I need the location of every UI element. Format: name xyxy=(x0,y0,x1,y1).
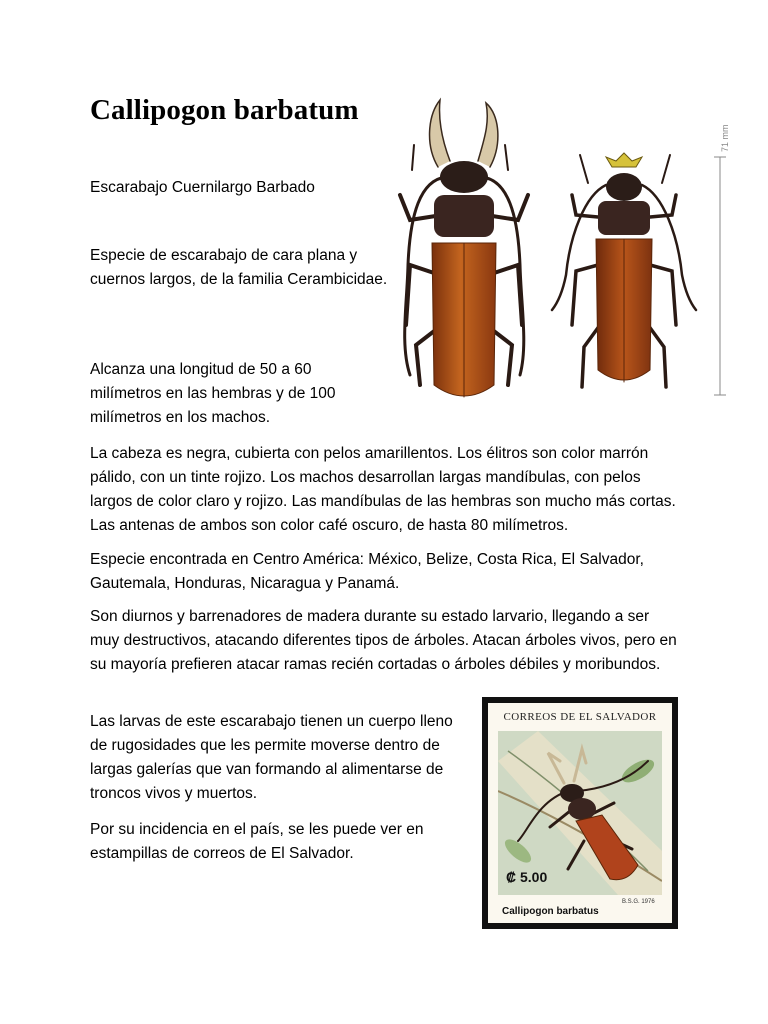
stamp-species-name: Callipogon barbatus xyxy=(502,906,599,917)
scale-bar xyxy=(714,157,726,395)
stamp-face xyxy=(488,703,672,923)
beetle-specimens-photo xyxy=(380,95,750,405)
stamp-header: CORREOS DE EL SALVADOR xyxy=(503,711,657,723)
stamp-value: ₡ 5.00 xyxy=(506,869,548,885)
habits-paragraph: Son diurnos y barrenadores de madera durante su estado larvario, llegando a ser muy destructivos, atacando diferentes tipos de árboles. Atacan árboles vivos, pero en su mayoría prefieren atacar ramas recién cortadas o árboles débiles y moribundos. xyxy=(90,608,677,673)
description-paragraph: Especie de escarabajo de cara plana y cuernos largos, de la familia Cerambicidae. xyxy=(90,247,388,288)
larvae-paragraph: Las larvas de este escarabajo tienen un cuerpo lleno de rugosidades que les permite moverse dentro de largas galerías que van formando al alimentarse de troncos vivos y muertos. xyxy=(90,713,453,802)
appearance-paragraph: La cabeza es negra, cubierta con pelos amarillentos. Los élitros son color marrón pálido, con un tinte rojizo. Los machos desarrollan largas mandíbulas, con pelos largos de color claro y rojizo. Las mandíbulas de las hembras son mucho más cortas. Las antenas de ambos son color café oscuro, de hasta 80 milímetros. xyxy=(90,445,676,534)
stamps-note-paragraph: Por su incidencia en el país, se les puede ver en estampillas de correos de El Salvador. xyxy=(90,821,424,862)
common-name: Escarabajo Cuernilargo Barbado xyxy=(90,179,315,196)
male-beetle xyxy=(400,100,528,397)
female-beetle xyxy=(552,153,696,387)
scale-label: 71 mm xyxy=(720,124,730,152)
postage-stamp xyxy=(482,697,678,929)
stamp-printer-mark: B.S.G. 1976 xyxy=(622,899,655,905)
size-paragraph: Alcanza una longitud de 50 a 60 milímetros en las hembras y de 100 milímetros en los machos. xyxy=(90,361,336,426)
page-title: Callipogon barbatum xyxy=(90,94,359,126)
distribution-paragraph: Especie encontrada en Centro América: México, Belize, Costa Rica, El Salvador, Gautemala, Honduras, Nicaragua y Panamá. xyxy=(90,551,644,592)
